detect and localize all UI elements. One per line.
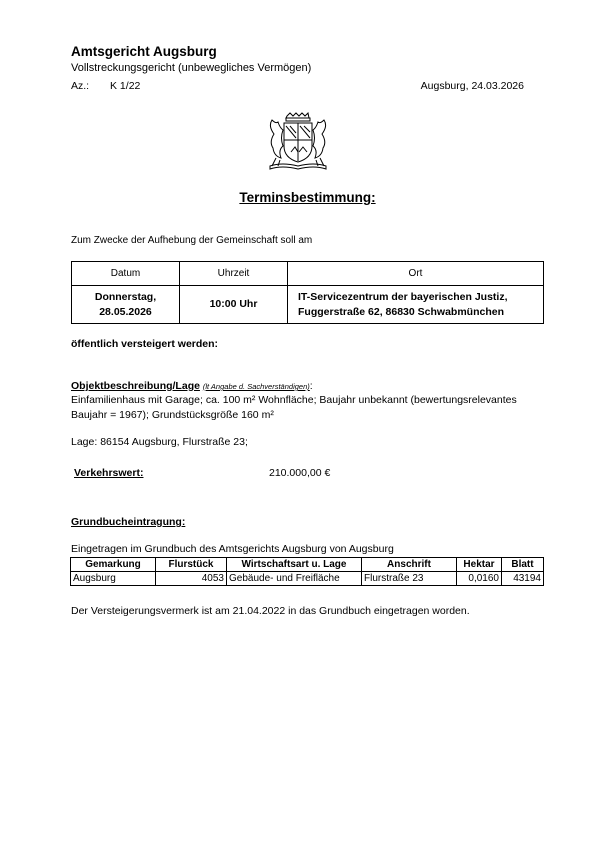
cell-wirtschaftsart: Gebäude- und Freifläche [227,572,362,586]
object-description: Einfamilienhaus mit Garage; ca. 100 m² Wohnfläche; Baujahr unbekannt (bewertungsrelevantes Baujahr = 1967); Grundstücksgröße 160 m² [71,394,517,421]
appointment-place [288,286,544,324]
appointment-weekday: Donnerstag, [94,290,157,303]
table-header-row [71,558,544,572]
market-value-amount: 210.000,00 € [269,467,331,479]
cell-gemarkung: Augsburg [71,572,156,586]
object-heading [71,380,313,392]
bavarian-coat-of-arms-icon [262,112,334,172]
cell-flurstueck: 4053 [156,572,227,586]
column-flurstueck: Flurstück [156,558,227,572]
public-auction-text: öffentlich versteigert werden: [71,338,219,350]
intro-text: Zum Zwecke der Aufhebung der Gemeinschaft soll am [71,235,313,246]
column-gemarkung: Gemarkung [71,558,156,572]
column-anschrift: Anschrift [362,558,457,572]
object-heading-colon: : [309,380,313,392]
column-time: Uhrzeit [180,262,288,286]
cell-blatt: 43194 [502,572,544,586]
column-wirtschaftsart: Wirtschaftsart u. Lage [227,558,362,572]
object-heading-label: Objektbeschreibung/Lage [71,380,200,392]
appointment-time: 10:00 Uhr [180,286,288,324]
file-reference-value: K 1/22 [110,80,141,92]
object-location: Lage: 86154 Augsburg, Flurstraße 23; [71,436,248,448]
place-address: Fuggerstraße 62, 86830 Schwabmünchen [298,305,504,318]
place-date: Augsburg, 24.03.2026 [420,80,524,92]
court-name: Amtsgericht Augsburg [71,44,217,59]
cell-anschrift: Flurstraße 23 [362,572,457,586]
appointment-day: 28.05.2026 [99,305,152,318]
table-header-row [72,262,544,286]
appointment-table [71,261,544,324]
land-register-heading: Grundbucheintragung: [71,516,186,528]
table-row [71,572,544,586]
table-row [72,286,544,324]
column-blatt: Blatt [502,558,544,572]
register-note: Der Versteigerungsvermerk ist am 21.04.2022 in das Grundbuch eingetragen worden. [71,605,470,617]
column-hektar: Hektar [457,558,502,572]
market-value-label: Verkehrswert: [74,467,144,479]
land-register-intro: Eingetragen im Grundbuch des Amtsgerichts Augsburg von Augsburg [71,543,394,555]
column-place: Ort [288,262,544,286]
place-name: IT-Servicezentrum der bayerischen Justiz, [298,290,508,303]
file-reference-label: Az.: [71,80,90,92]
object-heading-note: (lt Angabe d. Sachverständigen) [202,382,310,391]
column-date: Datum [72,262,180,286]
court-department: Vollstreckungsgericht (unbewegliches Vermögen) [71,62,312,74]
file-reference [71,80,140,92]
document-title: Terminsbestimmung: [239,190,376,205]
appointment-date [72,286,180,324]
cell-hektar: 0,0160 [457,572,502,586]
land-register-table [70,557,544,586]
